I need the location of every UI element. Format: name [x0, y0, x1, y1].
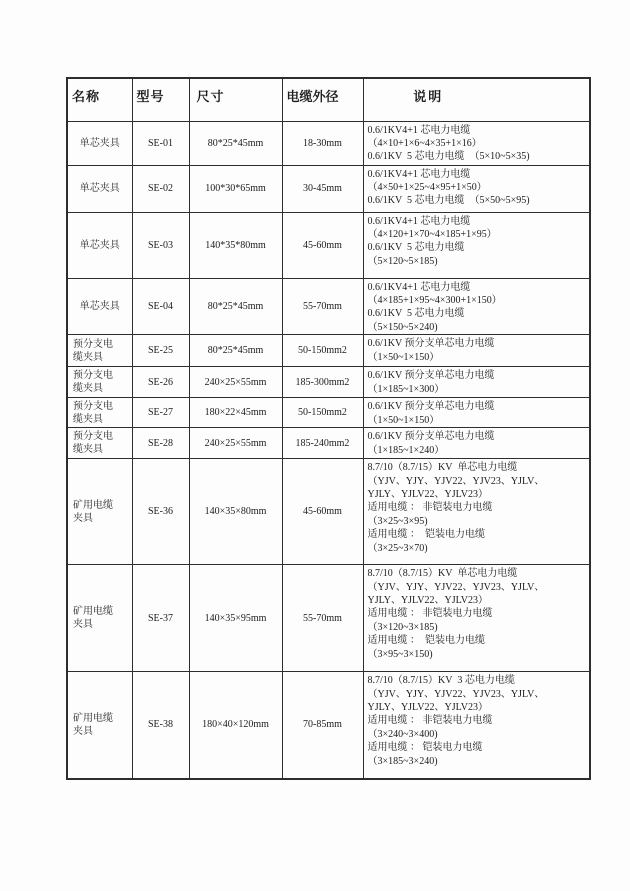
name-cell	[67, 212, 132, 278]
diameter-cell: 70-85mm	[282, 672, 363, 779]
table-row	[67, 335, 590, 367]
description-line: （4×185+1×95~4×300+1×150）	[367, 294, 502, 306]
description-cell	[363, 428, 590, 459]
description-line: 0.6/1KV 5 芯电力电缆 （5×50~5×95)	[367, 195, 530, 207]
description-line: （5×120~5×185)	[367, 255, 438, 267]
description-line: YJLY、YJLV22、YJLV23）	[367, 701, 488, 713]
description-line: （1×185~1×240）	[367, 444, 445, 456]
size-cell: 240×25×55mm	[189, 367, 282, 398]
name-line: 预分支电	[73, 370, 113, 382]
size-cell: 140*35*80mm	[189, 212, 282, 278]
name-cell	[67, 335, 132, 367]
size-cell: 80*25*45mm	[189, 335, 282, 367]
name-cell	[67, 165, 132, 212]
product-spec-table	[66, 77, 591, 780]
name-line: 夹具	[73, 619, 93, 631]
description-line: （1×50~1×150）	[367, 351, 440, 363]
description-line: （5×150~5×240)	[367, 321, 438, 333]
name-cell	[67, 565, 132, 672]
description-cell	[363, 165, 590, 212]
description-line: 8.7/10（8.7/15）KV 单芯电力电缆	[367, 462, 518, 474]
size-cell: 180×22×45mm	[189, 398, 282, 428]
description-line: YJLY、YJLV22、YJLV23）	[367, 488, 488, 500]
description-line: （3×25~3×95)	[367, 515, 428, 527]
description-line: 适用电缆 ： 铠装电力电缆	[367, 635, 485, 647]
name-cell	[67, 278, 132, 335]
description-cell	[363, 278, 590, 335]
diameter-cell: 50-150mm2	[282, 398, 363, 428]
description-line: （3×25~3×70)	[367, 542, 428, 554]
model-cell: SE-25	[132, 335, 189, 367]
model-cell: SE-02	[132, 165, 189, 212]
description-line: 0.6/1KV 预分支单芯电力电缆	[367, 338, 495, 350]
table-row	[67, 121, 590, 165]
description-line: 8.7/10（8.7/15）KV 单芯电力电缆	[367, 568, 518, 580]
name-cell	[67, 367, 132, 398]
description-line: （YJV、YJY、YJV22、YJV23、YJLV、	[367, 475, 545, 487]
diameter-cell: 185-240mm2	[282, 428, 363, 459]
size-cell: 140×35×80mm	[189, 459, 282, 565]
description-line: 0.6/1KV 预分支单芯电力电缆	[367, 401, 495, 413]
description-cell	[363, 212, 590, 278]
model-cell: SE-28	[132, 428, 189, 459]
table-row	[67, 165, 590, 212]
name-line: 单芯夹具	[79, 183, 120, 194]
name-line: 夹具	[73, 512, 93, 524]
description-line: （4×50+1×25~4×95+1×50）	[367, 181, 487, 193]
description-line: 适用电缆 ： 非铠装电力电缆	[367, 715, 493, 727]
table-row	[67, 672, 590, 779]
description-cell	[363, 459, 590, 565]
name-line: 预分支电	[73, 431, 113, 443]
header-name: 名称	[67, 78, 132, 121]
name-line: 缆夹具	[73, 351, 103, 363]
name-line: 矿用电缆	[73, 499, 113, 511]
header-diameter: 电缆外径	[282, 78, 363, 121]
description-line: 0.6/1KV 5 芯电力电缆	[367, 308, 465, 320]
table-row	[67, 565, 590, 672]
name-line: 缆夹具	[73, 444, 103, 456]
description-cell	[363, 565, 590, 672]
header-description: 说明	[363, 78, 590, 121]
size-cell: 100*30*65mm	[189, 165, 282, 212]
table-row	[67, 428, 590, 459]
name-line: 矿用电缆	[73, 606, 113, 618]
name-cell	[67, 121, 132, 165]
table-row	[67, 459, 590, 565]
table-row	[67, 398, 590, 428]
description-line: 0.6/1KV4+1 芯电力电缆	[367, 281, 471, 293]
diameter-cell: 30-45mm	[282, 165, 363, 212]
diameter-cell: 185-300mm2	[282, 367, 363, 398]
description-cell	[363, 367, 590, 398]
diameter-cell: 50-150mm2	[282, 335, 363, 367]
diameter-cell: 55-70mm	[282, 278, 363, 335]
name-cell	[67, 672, 132, 779]
description-line: 0.6/1KV4+1 芯电力电缆	[367, 215, 471, 227]
name-line: 矿用电缆	[73, 712, 113, 724]
description-line: （4×10+1×6~4×35+1×16）	[367, 137, 482, 149]
name-line: 夹具	[73, 725, 93, 737]
description-line: （4×120+1×70~4×185+1×95）	[367, 228, 497, 240]
description-cell	[363, 398, 590, 428]
description-line: YJLY、YJLV22、YJLV23）	[367, 594, 488, 606]
description-line: （3×240~3×400)	[367, 728, 438, 740]
name-line: 预分支电	[73, 400, 113, 412]
name-line: 预分支电	[73, 338, 113, 350]
name-line: 缆夹具	[73, 383, 103, 395]
name-cell	[67, 428, 132, 459]
model-cell: SE-27	[132, 398, 189, 428]
description-line: （YJV、YJY、YJV22、YJV23、YJLV、	[367, 688, 545, 700]
model-cell: SE-26	[132, 367, 189, 398]
diameter-cell: 45-60mm	[282, 459, 363, 565]
description-line: （3×185~3×240)	[367, 755, 438, 767]
name-line: 单芯夹具	[79, 239, 120, 251]
description-cell	[363, 335, 590, 367]
description-line: 适用电缆 ： 铠装电力电缆	[367, 742, 483, 754]
description-line: 0.6/1KV 预分支单芯电力电缆	[367, 370, 495, 382]
size-cell: 180×40×120mm	[189, 672, 282, 779]
name-cell	[67, 398, 132, 428]
size-cell: 240×25×55mm	[189, 428, 282, 459]
description-line: 8.7/10（8.7/15）KV 3 芯电力电缆	[367, 675, 515, 687]
description-line: 0.6/1KV 5 芯电力电缆	[367, 242, 465, 254]
description-line: 适用电缆 ： 非铠装电力电缆	[367, 502, 493, 514]
size-cell: 80*25*45mm	[189, 278, 282, 335]
description-line: 适用电缆 ： 非铠装电力电缆	[367, 608, 493, 620]
model-cell: SE-03	[132, 212, 189, 278]
diameter-cell: 18-30mm	[282, 121, 363, 165]
model-cell: SE-38	[132, 672, 189, 779]
size-cell: 80*25*45mm	[189, 121, 282, 165]
description-line: 0.6/1KV4+1 芯电力电缆	[367, 124, 471, 136]
name-cell	[67, 459, 132, 565]
description-line: （YJV、YJY、YJV22、YJV23、YJLV、	[367, 581, 545, 593]
description-line: 0.6/1KV 5 芯电力电缆 （5×10~5×35)	[367, 151, 530, 163]
table-row	[67, 212, 590, 278]
name-line: 单芯夹具	[79, 137, 120, 149]
description-line: 0.6/1KV4+1 芯电力电缆	[367, 168, 471, 180]
header-row	[67, 78, 590, 121]
description-line: 适用电缆 ： 铠装电力电缆	[367, 529, 485, 541]
description-cell	[363, 121, 590, 165]
description-line: （3×95~3×150)	[367, 648, 433, 660]
model-cell: SE-36	[132, 459, 189, 565]
header-model: 型号	[132, 78, 189, 121]
size-cell: 140×35×95mm	[189, 565, 282, 672]
description-line: 0.6/1KV 预分支单芯电力电缆	[367, 431, 495, 443]
header-size: 尺寸	[189, 78, 282, 121]
description-line: （3×120~3×185)	[367, 621, 438, 633]
table-row	[67, 367, 590, 398]
description-cell	[363, 672, 590, 779]
diameter-cell: 55-70mm	[282, 565, 363, 672]
model-cell: SE-01	[132, 121, 189, 165]
description-line: （1×50~1×150）	[367, 414, 440, 426]
name-line: 缆夹具	[73, 413, 103, 425]
name-line: 单芯夹具	[79, 300, 120, 312]
table-row	[67, 278, 590, 335]
description-line: （1×185~1×300）	[367, 383, 445, 395]
diameter-cell: 45-60mm	[282, 212, 363, 278]
model-cell: SE-37	[132, 565, 189, 672]
model-cell: SE-04	[132, 278, 189, 335]
